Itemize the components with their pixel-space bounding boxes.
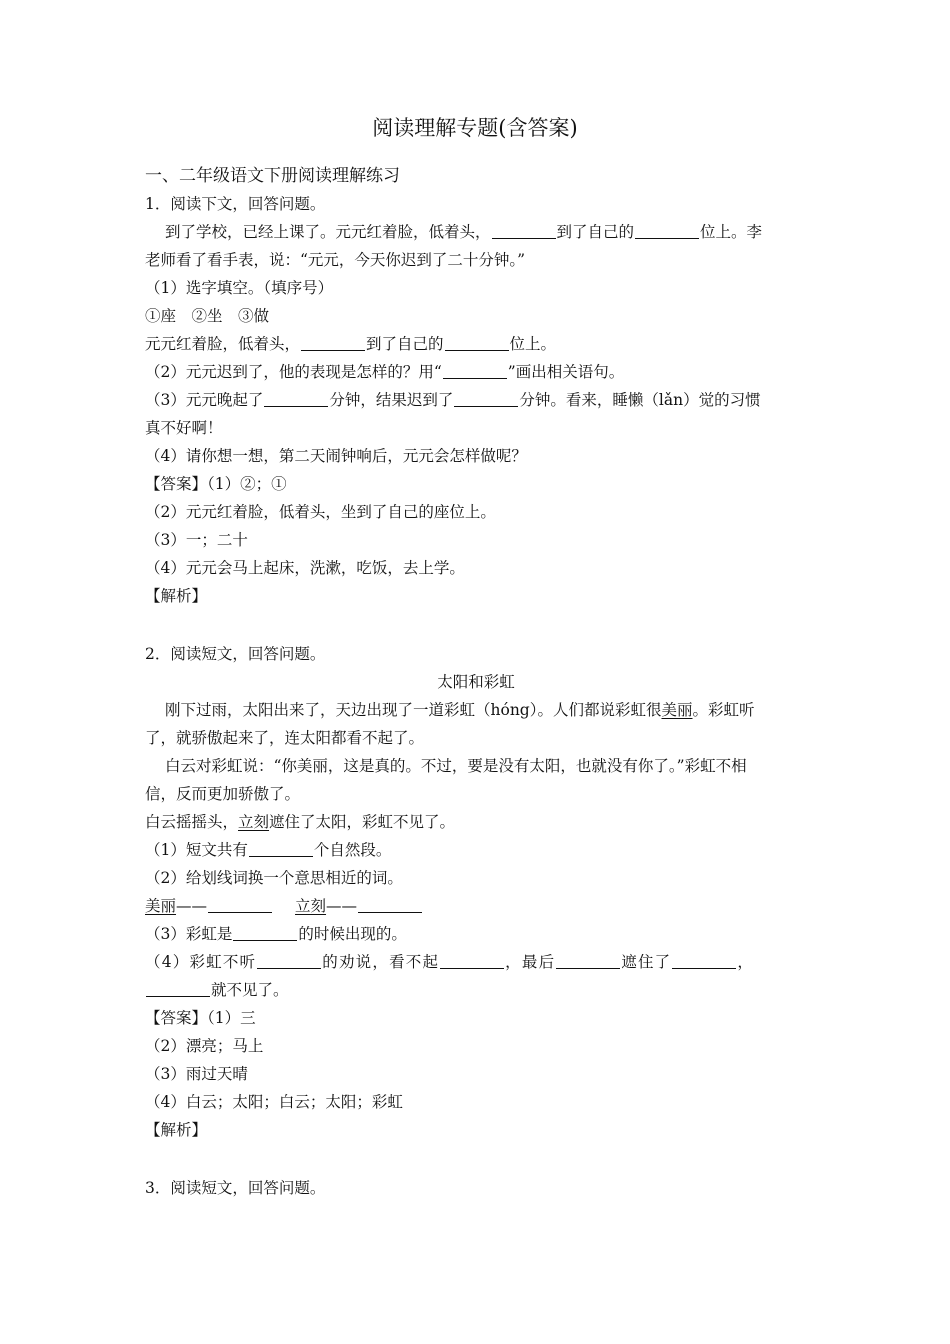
q2-heading: 2．阅读短文，回答问题。 — [145, 645, 326, 663]
q2-passage-line-5 — [145, 812, 807, 832]
q2-s4-text-e: ， — [737, 953, 755, 971]
q1-passage-line-1 — [145, 222, 807, 242]
q1-analysis: 【解析】 — [145, 587, 208, 605]
q2-s4-text-c: ，最后 — [505, 953, 556, 971]
synonym-word-1: 美丽 — [145, 897, 177, 915]
q1-s3-text-a: （3）元元晚起了 — [145, 391, 264, 409]
q3-heading: 3．阅读短文，回答问题。 — [145, 1179, 326, 1197]
q1-s3-text-b: 分钟，结果迟到了 — [329, 391, 454, 409]
fill-blank — [556, 954, 620, 969]
q2-s1-text-b: 个自然段。 — [313, 841, 392, 859]
q1-sub-question-1: （1）选字填空。（填序号） — [145, 279, 334, 297]
q2-answer-1: 【答案】（1）三 — [145, 1009, 256, 1027]
q2-p1-text-b: 。彩虹听 — [692, 701, 755, 719]
fill-blank — [264, 392, 328, 407]
q2-s3-text-a: （3）彩虹是 — [145, 925, 233, 943]
q2-p5-text-b: 遮住了太阳，彩虹不见了。 — [269, 813, 456, 831]
q2-s4-text-b: 的劝说，看不起 — [322, 953, 440, 971]
q2-s1-text-a: （1）短文共有 — [145, 841, 248, 859]
q1-sub-question-3-cont: 真不好啊！ — [145, 419, 223, 437]
q1-fill-text-c: 位上。 — [509, 335, 557, 353]
q2-passage-line-2: 了，就骄傲起来了，连太阳都看不起了。 — [145, 729, 425, 747]
q1-sub-question-2 — [145, 362, 807, 382]
q1-fill-text-b: 到了自己的 — [366, 335, 444, 353]
q2-p5-text-a: 白云摇摇头， — [145, 813, 239, 831]
fill-blank — [672, 954, 736, 969]
fill-blank — [233, 926, 297, 941]
page-title: 阅读理解专题(含答案) — [372, 116, 578, 140]
q2-analysis: 【解析】 — [145, 1121, 208, 1139]
fill-blank — [257, 954, 321, 969]
q1-s2-text-b: ”画出相关语句。 — [507, 363, 625, 381]
q1-answer-2: （2）元元红着脸，低着头，坐到了自己的座位上。 — [145, 503, 496, 521]
q2-sub-question-4-cont — [145, 980, 807, 1000]
q1-answer-1: 【答案】（1）②；① — [145, 475, 287, 493]
q2-sub-question-2: （2）给划线词换一个意思相近的词。 — [145, 869, 403, 887]
q2-sub-question-1 — [145, 840, 807, 860]
fill-blank — [440, 954, 504, 969]
q1-p1-text-a: 到了学校，已经上课了。元元红着脸，低着头， — [165, 223, 491, 241]
q1-sub-question-4: （4）请你想一想，第二天闹钟响后，元元会怎样做呢？ — [145, 447, 527, 465]
q2-answer-2: （2）漂亮；马上 — [145, 1037, 264, 1055]
q2-answer-4: （4）白云；太阳；白云；太阳；彩虹 — [145, 1093, 403, 1111]
q2-s3-text-b: 的时候出现的。 — [298, 925, 407, 943]
q2-sub-question-4 — [145, 952, 807, 972]
q2-s4-text-f: 就不见了。 — [211, 981, 289, 999]
q2-story-title: 太阳和彩虹 — [437, 673, 515, 691]
q1-p1-text-b: 到了自己的 — [556, 223, 635, 241]
q2-passage-line-1 — [145, 700, 807, 720]
underlined-word-like: 立刻 — [238, 813, 270, 831]
q1-p1-text-c: 位上。李 — [700, 223, 763, 241]
underlined-word-meili: 美丽 — [661, 701, 693, 719]
q2-s4-text-d: 遮住了 — [621, 953, 672, 971]
q2-s4-text-a: （4）彩虹不听 — [145, 953, 257, 971]
q1-heading: 1．阅读下文，回答问题。 — [145, 195, 326, 213]
fill-blank — [635, 224, 699, 239]
q1-fill-sentence — [145, 334, 807, 354]
q1-sub-question-3 — [145, 390, 807, 410]
fill-blank — [249, 842, 313, 857]
q1-answer-3: （3）一；二十 — [145, 531, 248, 549]
dash: —— — [176, 897, 208, 915]
q1-s3-text-c: 分钟。看来，睡懒（lǎn）觉的习惯 — [519, 391, 761, 409]
q1-options: ①座 ②坐 ③做 — [145, 307, 270, 325]
q2-sub-question-3 — [145, 924, 807, 944]
section-heading: 一、二年级语文下册阅读理解练习 — [145, 166, 400, 186]
fill-blank — [454, 392, 518, 407]
fill-blank — [208, 898, 272, 913]
q2-answer-3: （3）雨过天晴 — [145, 1065, 248, 1083]
dash: —— — [326, 897, 358, 915]
q2-passage-line-3: 白云对彩虹说：“你美丽，这是真的。不过，要是没有太阳，也就没有你了。”彩虹不相 — [165, 757, 747, 775]
synonym-word-2: 立刻 — [295, 897, 327, 915]
fill-blank — [445, 336, 509, 351]
q2-synonym-line — [145, 896, 807, 916]
q1-passage-line-2: 老师看了看手表，说：“元元，今天你迟到了二十分钟。” — [145, 251, 526, 269]
fill-blank — [492, 224, 556, 239]
q2-passage-line-4: 信，反而更加骄傲了。 — [145, 785, 301, 803]
q1-s2-text-a: （2）元元迟到了，他的表现是怎样的？用“ — [145, 363, 442, 381]
q1-fill-text-a: 元元红着脸，低着头， — [145, 335, 301, 353]
fill-blank — [443, 364, 507, 379]
q2-p1-text-a: 刚下过雨，太阳出来了，天边出现了一道彩虹（hóng）。人们都说彩虹很 — [165, 701, 662, 719]
fill-blank — [358, 898, 422, 913]
q1-answer-4: （4）元元会马上起床，洗漱，吃饭，去上学。 — [145, 559, 465, 577]
fill-blank — [146, 982, 210, 997]
fill-blank — [301, 336, 365, 351]
